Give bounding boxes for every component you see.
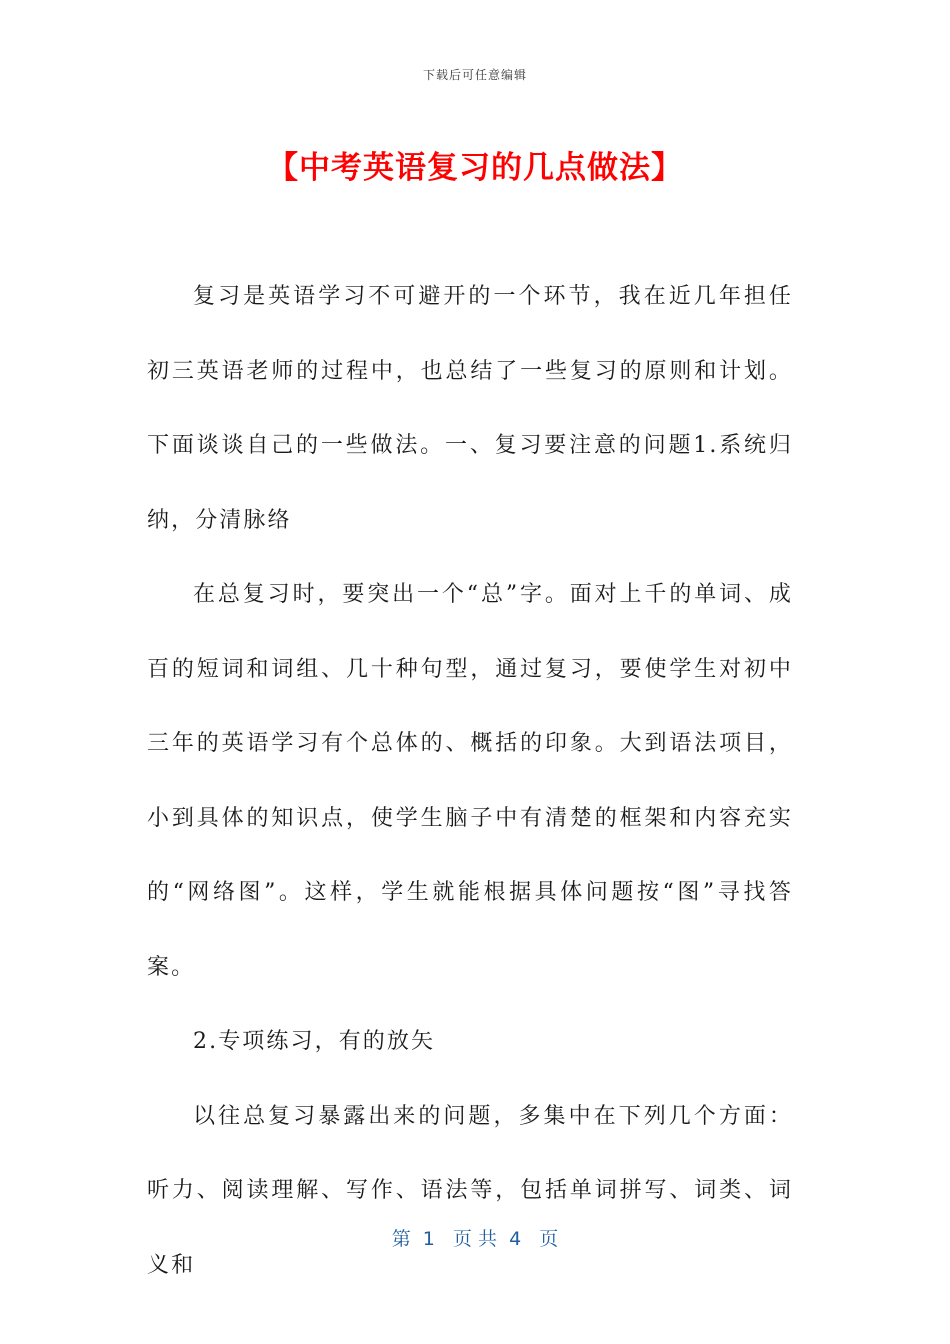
page-number-footer: 第 1 页 共 4 页	[391, 1228, 559, 1250]
paragraph-subheading-special-practice: 2.专项练习，有的放矢	[193, 1029, 436, 1054]
document-title: 【中考英语复习的几点做法】	[267, 150, 683, 186]
document-body	[147, 260, 793, 1303]
paragraph-systematic-summary: 在总复习时，要突出一个“总”字。面对上千的单词、成百的短词和词组、几十种句型，通过复习，要使学生对初中三年的英语学习有个总体的、概括的印象。大到语法项目，小到具体的知识点，使学生脑子中有清楚的框架和内容充实的“网络图”。这样，学生就能根据具体问题按“图”寻找答案。	[147, 582, 793, 980]
paragraph-intro: 复习是英语学习不可避开的一个环节，我在近几年担任初三英语老师的过程中，也总结了一些复习的原则和计划。下面谈谈自己的一些做法。一、复习要注意的问题1.系统归纳，分清脉络	[147, 284, 793, 533]
paragraph-past-problems: 以往总复习暴露出来的问题，多集中在下列几个方面：听力、阅读理解、写作、语法等，包括单词拼写、词类、词义和	[147, 1103, 793, 1278]
header-note: 下载后可任意编辑	[422, 68, 527, 82]
